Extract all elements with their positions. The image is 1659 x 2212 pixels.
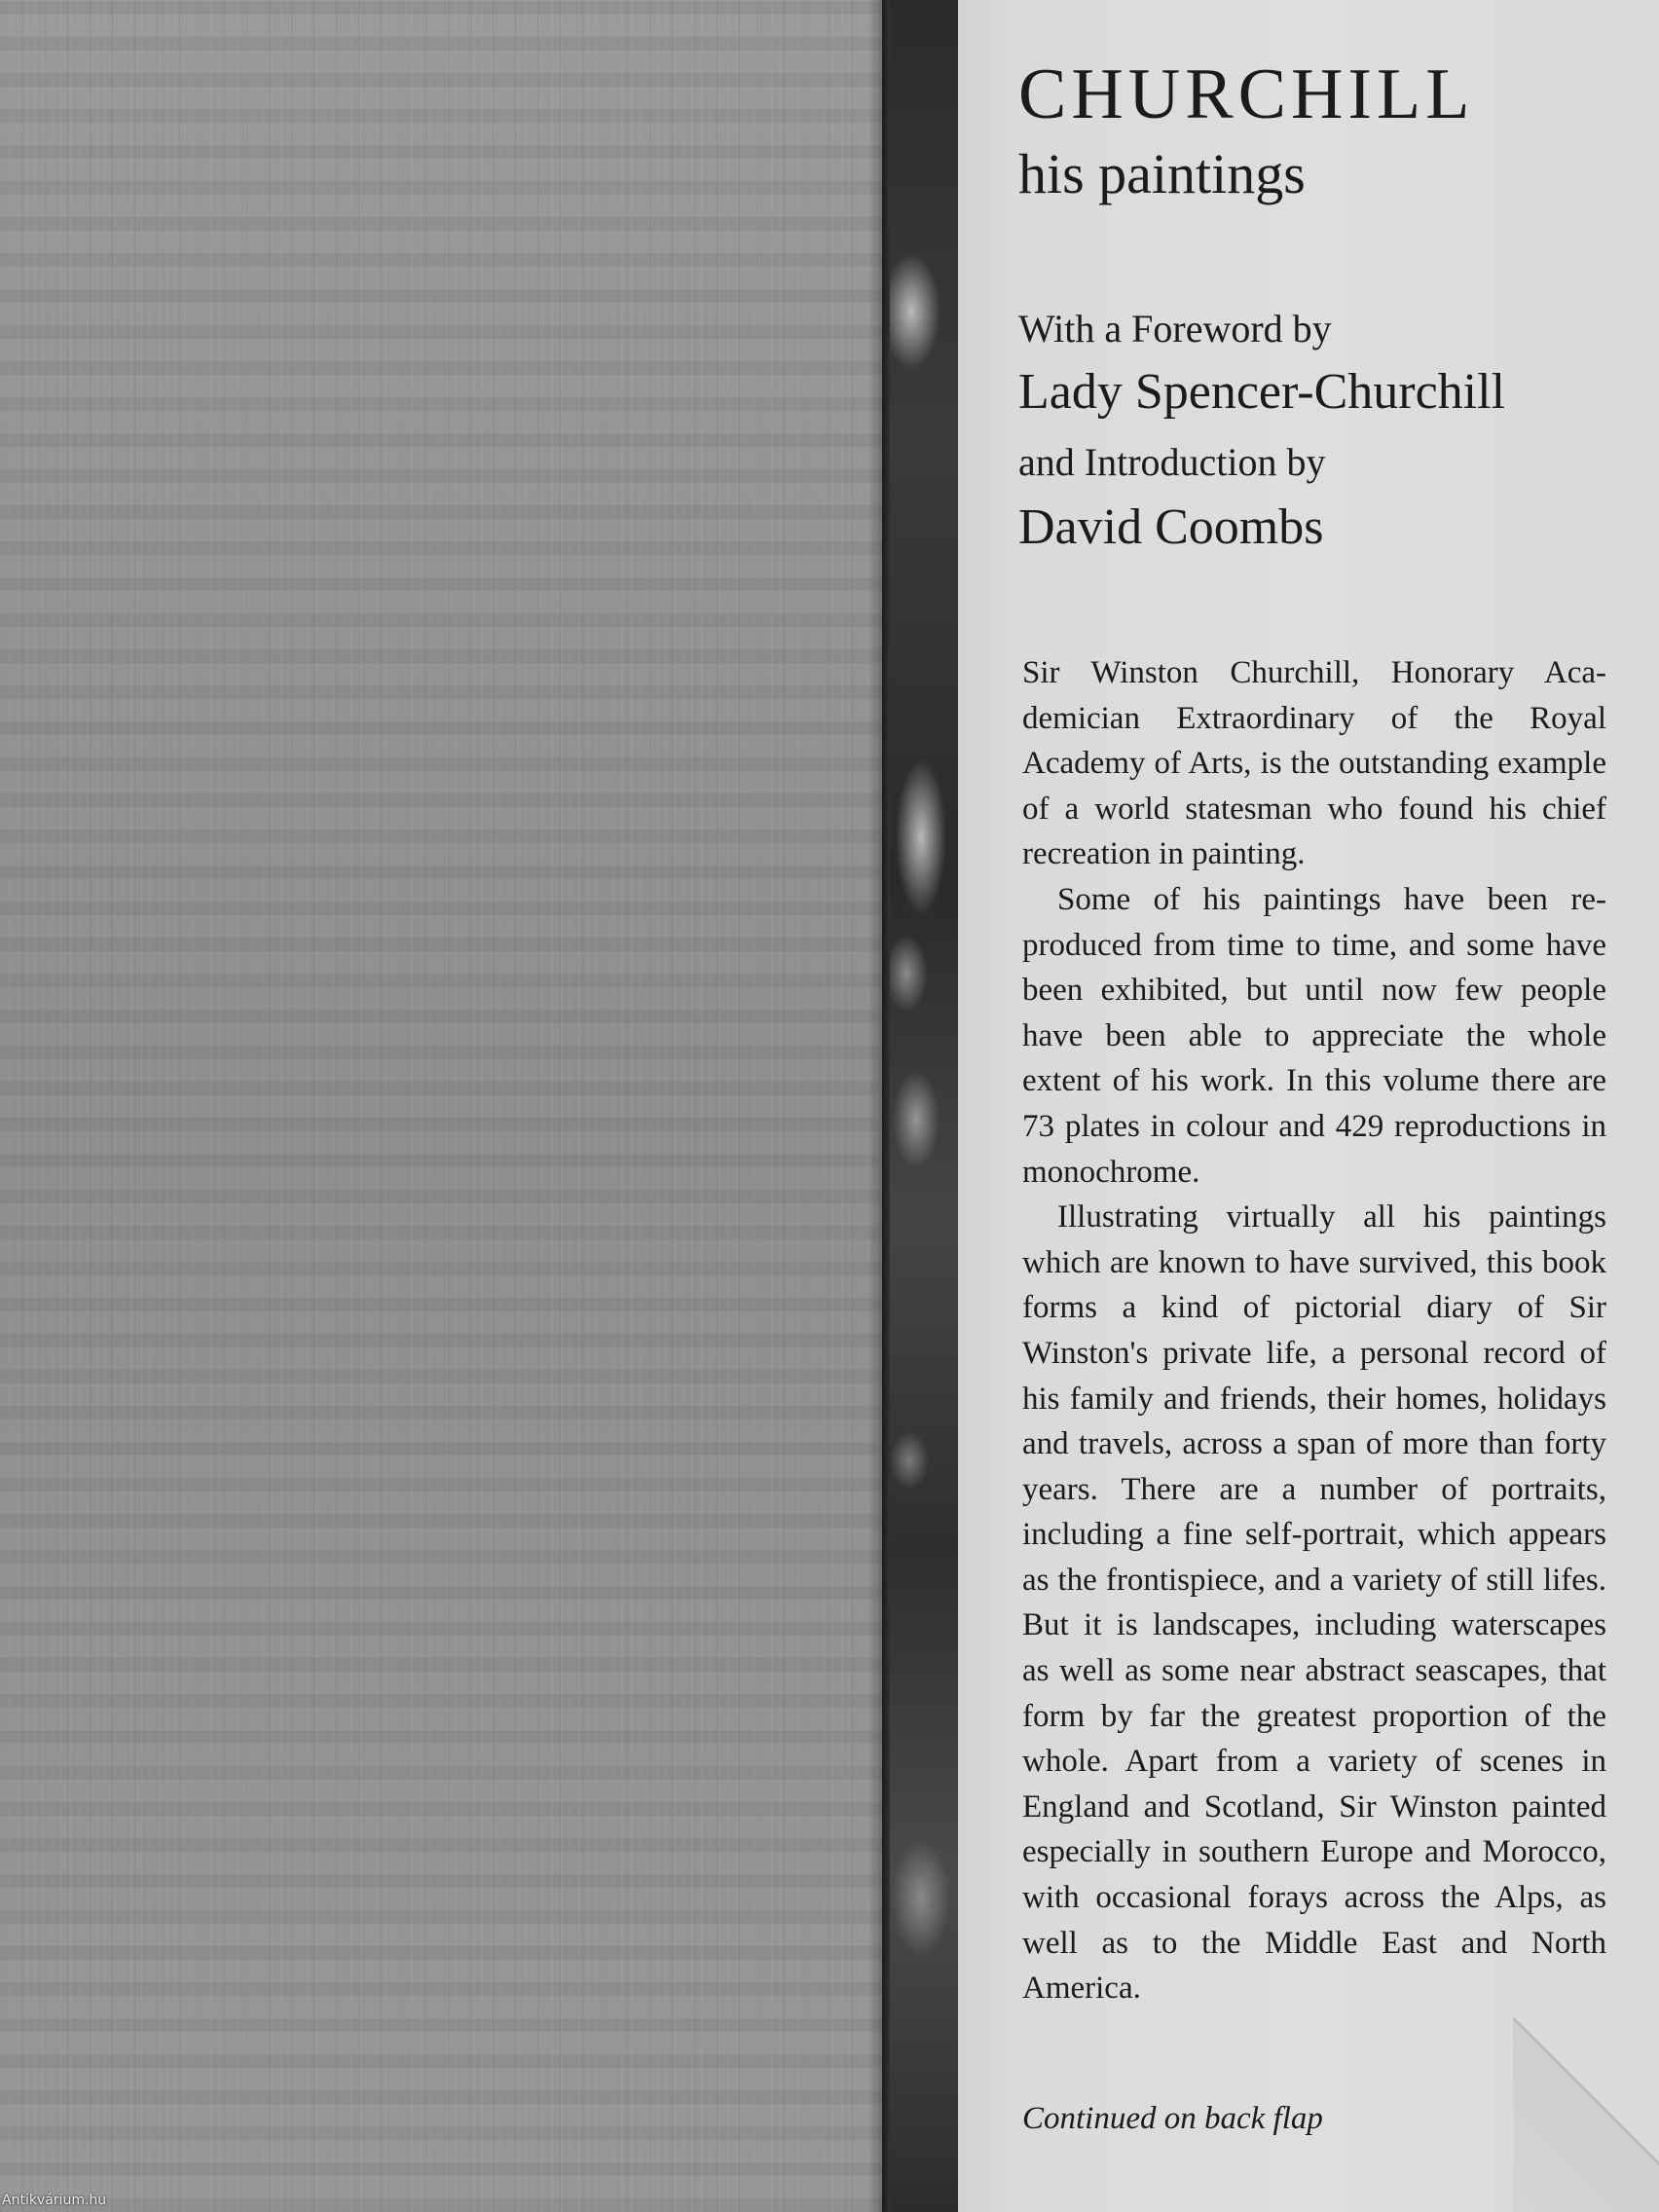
foreword-author: Lady Spencer-Churchill [1018, 364, 1506, 420]
book-subtitle: his paintings [1018, 142, 1306, 205]
blurb-paragraph: Illustrating virtually all his paintings which are known to have survived, this book forms a kind of pictorial diary of Sir Winston's private life, a personal record of his family and friends, their homes, holidays and travels, across a span of more than forty years. There are a number of portraits, including a fine self-portrait, which appears as the frontispiece, and a variety of still lifes. But it is landscapes, including waterscapes as well as some near abstract seascapes, that form by far the greatest proportion of the whole. Apart from a variety of scenes in England and Scotland, Sir Winston painted especially in southern Europe and Morocco, with occasional forays across the Alps, as well as to the Middle East and North America. [1022, 1199, 1606, 2007]
flap-fold-corner [1513, 1969, 1659, 2212]
introduction-intro: and Introduction by [1018, 440, 1326, 484]
foreword-intro: With a Foreword by [1018, 307, 1332, 350]
blurb-paragraph: Some of his paintings have been reproduced from time to time, and some have been exhibited, but until now few people have been able to appreciate the whole extent of his work. In this volume there are 73 plates in colour and 429 reproductions in monochrome. [1022, 881, 1606, 1190]
watermark: Antikvárium.hu [2, 2193, 107, 2208]
jacket-flap [958, 0, 1659, 2212]
continued-note: Continued on back flap [1022, 2101, 1323, 2136]
cover-painting-strip [882, 0, 958, 2212]
introduction-author: David Coombs [1018, 499, 1324, 555]
book-title: CHURCHILL [1018, 55, 1475, 134]
blurb-text [1022, 650, 1606, 2011]
blurb-paragraph: Sir Winston Churchill, Honorary Academician Extraordinary of the Royal Academy of Arts, is the outstanding example of a world statesman who found his chief recreation in painting. [1022, 655, 1606, 872]
